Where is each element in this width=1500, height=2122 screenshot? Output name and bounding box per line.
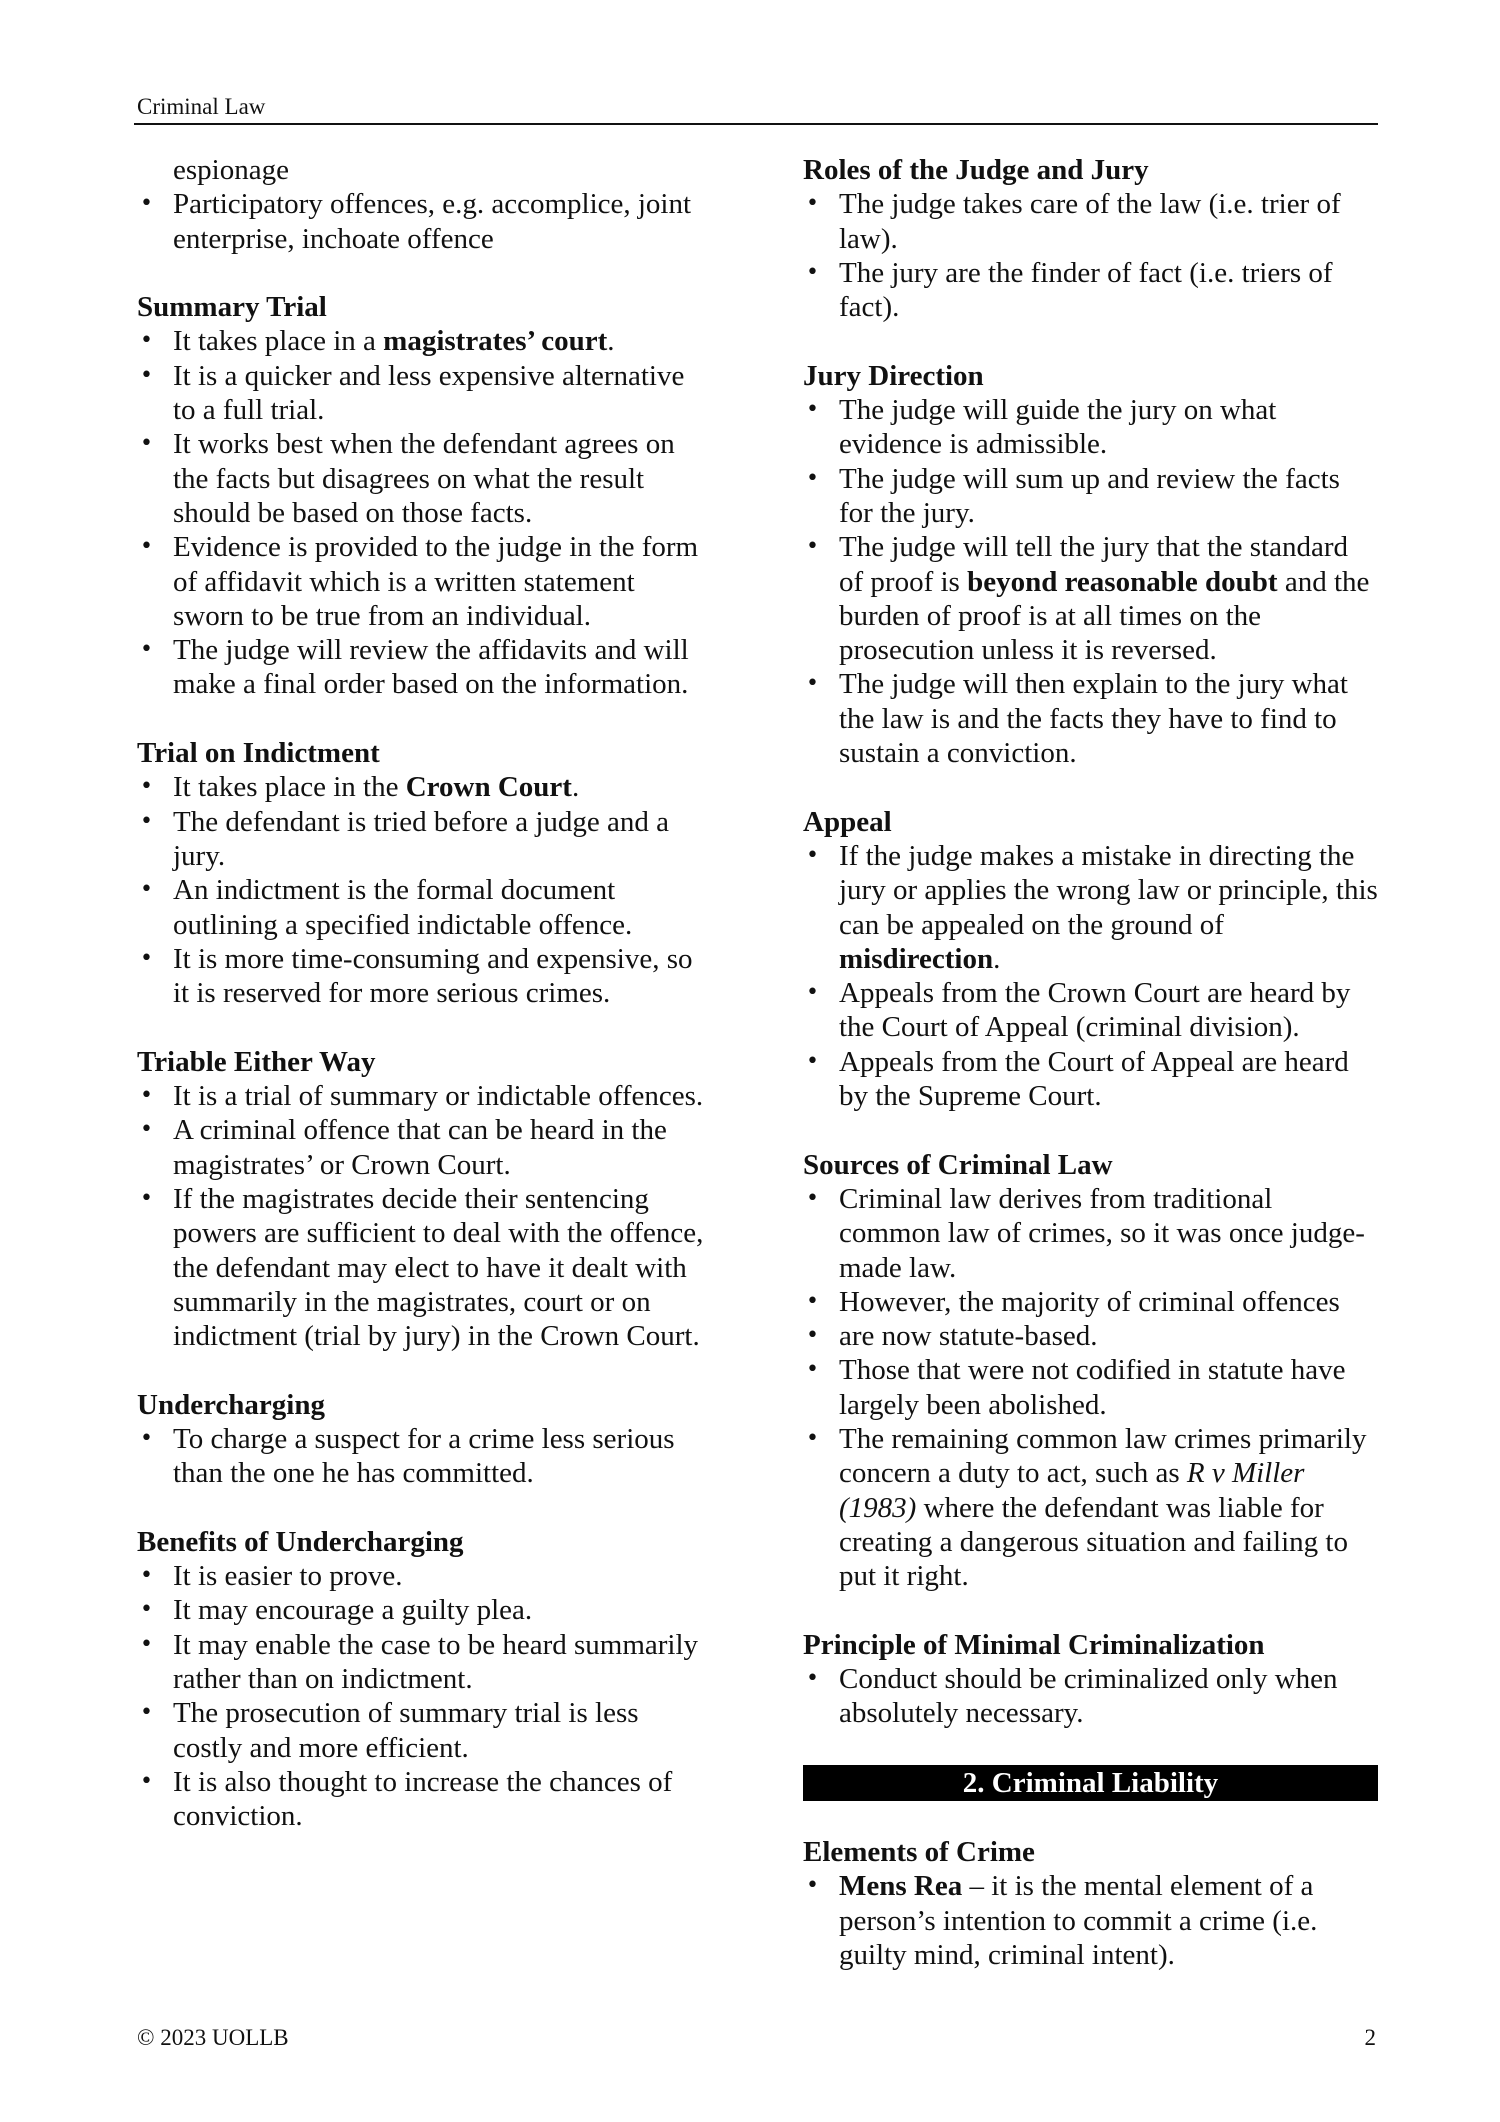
list-item: • The prosecution of summary trial is less costly and more efficient. [137,1696,712,1765]
list-item: • The defendant is tried before a judge and a jury. [137,805,712,874]
list-item: • It is easier to prove. [137,1559,712,1593]
list-item: • The judge takes care of the law (i.e. trier of law). [803,187,1378,256]
section-heading: Benefits of Undercharging [137,1525,464,1558]
section-heading: Trial on Indictment [137,737,380,770]
bullet-list [803,1182,1378,1594]
section-heading: Undercharging [137,1388,325,1421]
section-elements-of-crime [803,1835,1378,1972]
header-rule [134,123,1378,125]
left-column [137,153,712,1834]
bullet-list [137,770,712,1010]
list-item: • It may encourage a guilty plea. [137,1593,712,1627]
bullet-list [803,1869,1378,1972]
list-item: • Participatory offences, e.g. accomplice, joint enterprise, inchoate offence [137,187,712,256]
section-minimal-criminalization [803,1628,1378,1731]
continued-line: espionage [173,154,289,186]
list-item: • It is more time-consuming and expensive, so it is reserved for more serious crimes. [137,942,712,1011]
list-item: • If the magistrates decide their sentencing powers are sufficient to deal with the offence, the defendant may elect to have it dealt with summarily in the magistrates, court or on indictment (trial by jury) in the Crown Court. [137,1182,712,1353]
list-item: • It is a quicker and less expensive alternative to a full trial. [137,359,712,428]
bullet-list [137,1079,712,1353]
list-item: • An indictment is the formal document outlining a specified indictable offence. [137,873,712,942]
list-item: • It takes place in a magistrates’ court. [137,324,712,358]
bullet-list [803,1662,1378,1731]
section-sources-of-criminal-law [803,1148,1378,1594]
section-heading: Appeal [803,805,892,838]
section-appeal [803,805,1378,1114]
list-item: • Evidence is provided to the judge in the form of affidavit which is a written statement sworn to be true from an individual. [137,530,712,633]
emphasis-term: Mens Rea [839,1870,963,1903]
list-item: • The judge will sum up and review the facts for the jury. [803,462,1378,531]
section-heading: Triable Either Way [137,1045,376,1078]
list-item: • The jury are the finder of fact (i.e. triers of fact). [803,256,1378,325]
bullet-list [137,1559,712,1833]
list-item: • However, the majority of criminal offences [803,1285,1378,1319]
footer-copyright: © 2023 UOLLB [137,2025,289,2050]
bullet-list [137,1422,712,1491]
page-number: 2 [1364,2025,1376,2050]
list-item: • It is a trial of summary or indictable offences. [137,1079,712,1113]
section-triable-either-way [137,1045,712,1354]
bullet-list [803,393,1378,770]
section-benefits-of-undercharging [137,1525,712,1834]
list-item: • The judge will guide the jury on what evidence is admissible. [803,393,1378,462]
section-trial-on-indictment [137,736,712,1010]
list-item: • Those that were not codified in statute have largely been abolished. [803,1353,1378,1422]
list-item: • The judge will review the affidavits and will make a final order based on the information. [137,633,712,702]
list-item: • Conduct should be criminalized only when absolutely necessary. [803,1662,1378,1731]
chapter-banner: 2. Criminal Liability [803,1765,1378,1801]
continued-list [137,153,712,256]
list-item: • It may enable the case to be heard summarily rather than on indictment. [137,1628,712,1697]
section-heading: Jury Direction [803,359,984,392]
emphasis-term: Crown Court [405,771,572,804]
right-column [803,153,1378,1972]
list-item: • The judge will then explain to the jury what the law is and the facts they have to find to sustain a conviction. [803,667,1378,770]
list-item: • Criminal law derives from traditional common law of crimes, so it was once judge-made law. [803,1182,1378,1285]
list-item: • It takes place in the Crown Court. [137,770,712,804]
list-item: • are now statute-based. [803,1319,1378,1353]
list-item: • A criminal offence that can be heard in the magistrates’ or Crown Court. [137,1113,712,1182]
list-item: • Appeals from the Court of Appeal are heard by the Supreme Court. [803,1045,1378,1114]
bullet-list [137,324,712,701]
case-citation: R v Miller (1983) [839,1457,1305,1524]
list-item: • It works best when the defendant agrees on the facts but disagrees on what the result should be based on those facts. [137,427,712,530]
section-jury-direction [803,359,1378,771]
list-item: • Mens Rea – it is the mental element of a person’s intention to commit a crime (i.e. guilty mind, criminal intent). [803,1869,1378,1972]
emphasis-term: beyond reasonable doubt [967,565,1278,598]
list-item: • Appeals from the Crown Court are heard by the Court of Appeal (criminal division). [803,976,1378,1045]
list-item: • If the judge makes a mistake in directing the jury or applies the wrong law or principle, this can be appealed on the ground of misdirection. [803,839,1378,976]
list-item: • The remaining common law crimes primarily concern a duty to act, such as R v Miller (1983) where the defendant was liable for creating a dangerous situation and failing to put it right. [803,1422,1378,1593]
section-roles-judge-jury [803,153,1378,324]
running-title: Criminal Law [137,94,266,119]
emphasis-term: magistrates’ court [383,325,608,358]
section-heading: Sources of Criminal Law [803,1148,1113,1181]
list-item: • It is also thought to increase the chances of conviction. [137,1765,712,1834]
section-heading: Principle of Minimal Criminalization [803,1628,1265,1661]
section-heading: Elements of Crime [803,1835,1035,1868]
section-heading: Roles of the Judge and Jury [803,154,1149,186]
continued-items [137,187,712,256]
list-item: • The judge will tell the jury that the standard of proof is beyond reasonable doubt and the burden of proof is at all times on the prosecution unless it is reversed. [803,530,1378,667]
bullet-list [803,187,1378,324]
bullet-list [803,839,1378,1113]
section-summary-trial [137,290,712,702]
section-undercharging [137,1388,712,1491]
section-heading: Summary Trial [137,291,327,324]
emphasis-term: misdirection [839,942,994,975]
list-item: • To charge a suspect for a crime less serious than the one he has committed. [137,1422,712,1491]
